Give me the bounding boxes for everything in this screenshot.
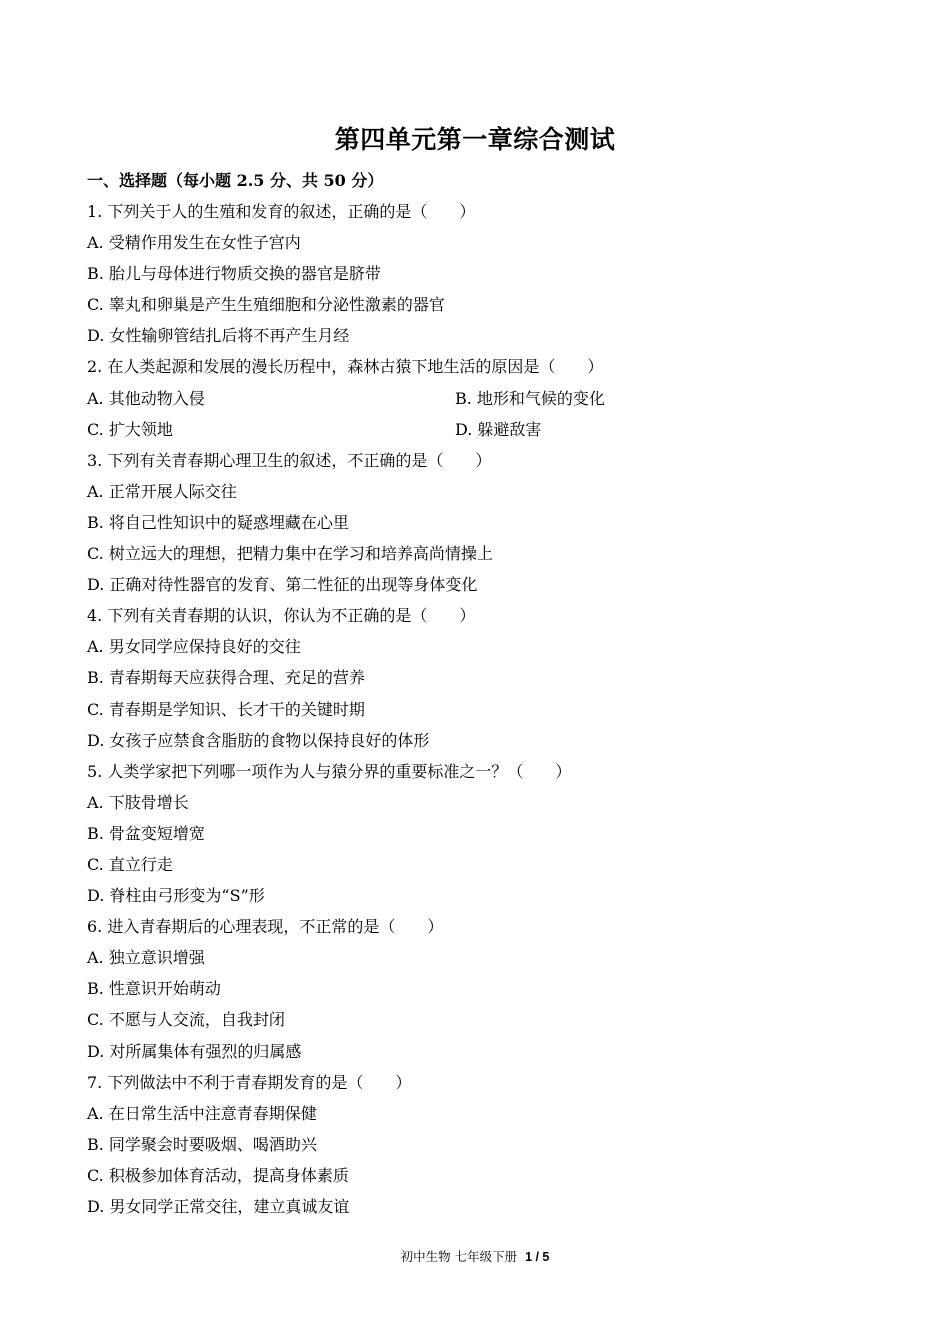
page-title: 第四单元第一章综合测试 xyxy=(334,125,616,154)
answer-option: C. 不愿与人交流，自我封闭 xyxy=(87,1010,285,1030)
answer-option: A. 其他动物入侵 xyxy=(87,388,205,408)
answer-option: D. 脊柱由弓形变为“S”形 xyxy=(87,886,265,906)
answer-option: D. 女性输卵管结扎后将不再产生月经 xyxy=(87,326,350,346)
question-list xyxy=(87,201,867,1227)
answer-option: C. 积极参加体育活动，提高身体素质 xyxy=(87,1165,349,1185)
answer-option: D. 女孩子应禁食含脂肪的食物以保持良好的体形 xyxy=(87,730,430,750)
page-footer xyxy=(0,1248,950,1266)
section-heading: 一、选择题（每小题 2.5 分、共 50 分） xyxy=(87,171,384,190)
answer-option: D. 躲避敌害 xyxy=(455,419,542,439)
answer-option: B. 将自己性知识中的疑惑埋藏在心里 xyxy=(87,512,349,532)
question-stem: 2. 在人类起源和发展的漫长历程中，森林古猿下地生活的原因是（ ） xyxy=(87,357,604,377)
footer-label: 初中生物 七年级下册 xyxy=(400,1249,518,1264)
question-stem: 1. 下列关于人的生殖和发育的叙述，正确的是（ ） xyxy=(87,202,476,221)
answer-option: C. 青春期是学知识、长才干的关键时期 xyxy=(87,699,365,719)
answer-option: A. 男女同学应保持良好的交往 xyxy=(87,637,301,657)
answer-option: D. 男女同学正常交往，建立真诚友谊 xyxy=(87,1197,350,1216)
answer-option: B. 同学聚会时要吸烟、喝酒助兴 xyxy=(87,1134,317,1154)
answer-option: C. 树立远大的理想，把精力集中在学习和培养高尚情操上 xyxy=(87,544,493,564)
question-stem: 5. 人类学家把下列哪一项作为人与猿分界的重要标准之一？（ ） xyxy=(87,761,572,781)
answer-option: B. 青春期每天应获得合理、充足的营养 xyxy=(87,668,365,688)
answer-option: A. 受精作用发生在女性子宫内 xyxy=(87,233,301,253)
answer-option: B. 地形和气候的变化 xyxy=(455,388,605,408)
answer-option: C. 扩大领地 xyxy=(87,419,173,439)
question-stem: 7. 下列做法中不利于青春期发育的是（ ） xyxy=(87,1072,412,1092)
page-number: 1 / 5 xyxy=(525,1250,550,1264)
answer-option: D. 正确对待性器官的发育、第二性征的出现等身体变化 xyxy=(87,575,478,595)
answer-option: A. 下肢骨增长 xyxy=(87,792,189,812)
answer-option: A. 在日常生活中注意青春期保健 xyxy=(87,1103,317,1123)
question-stem: 4. 下列有关青春期的认识，你认为不正确的是（ ） xyxy=(87,606,476,626)
answer-option-row xyxy=(87,388,867,419)
question-stem: 6. 进入青春期后的心理表现，不正常的是（ ） xyxy=(87,917,444,937)
answer-option: C. 直立行走 xyxy=(87,854,173,874)
answer-option: B. 胎儿与母体进行物质交换的器官是脐带 xyxy=(87,264,381,284)
answer-option: B. 性意识开始萌动 xyxy=(87,979,221,999)
answer-option: A. 独立意识增强 xyxy=(87,948,205,968)
answer-option-row xyxy=(87,419,867,450)
answer-option: D. 对所属集体有强烈的归属感 xyxy=(87,1041,302,1061)
answer-option: C. 睾丸和卵巢是产生生殖细胞和分泌性激素的器官 xyxy=(87,295,445,315)
question-stem: 3. 下列有关青春期心理卫生的叙述，不正确的是（ ） xyxy=(87,450,492,470)
answer-option: B. 骨盆变短增宽 xyxy=(87,823,205,843)
answer-option: A. 正常开展人际交往 xyxy=(87,481,237,501)
